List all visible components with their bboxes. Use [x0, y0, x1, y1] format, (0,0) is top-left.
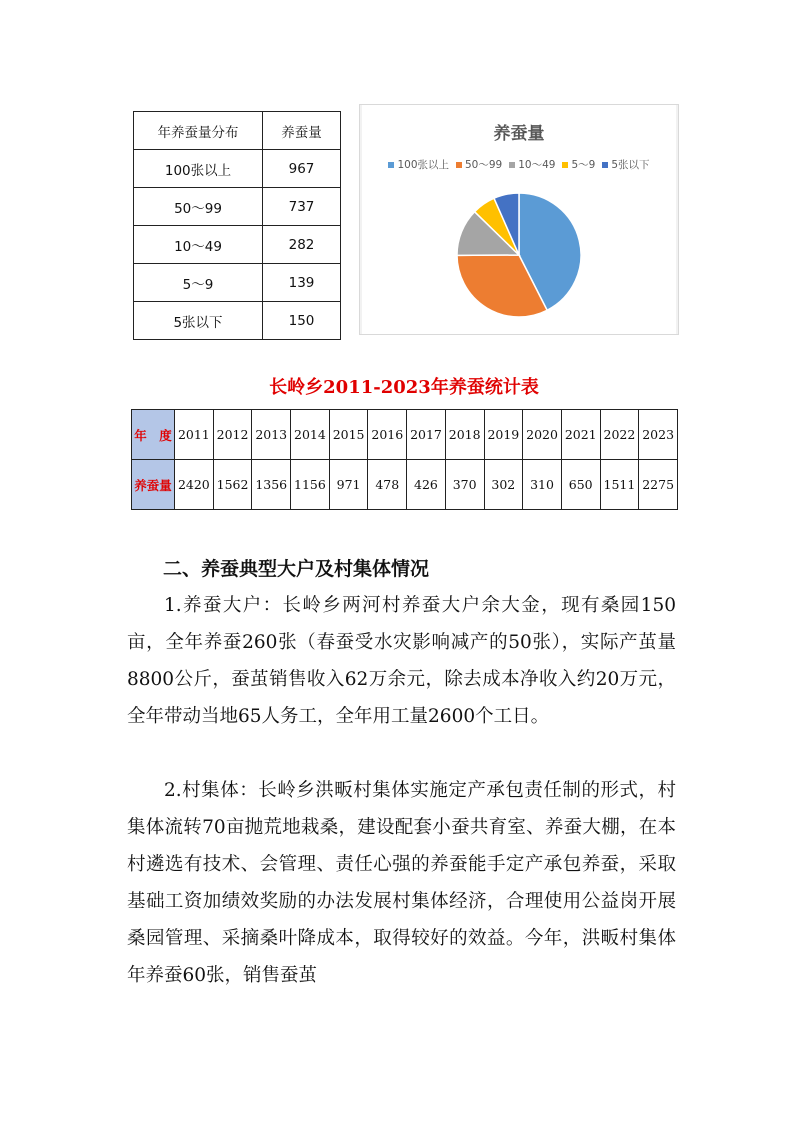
year-cell: 2018 — [445, 410, 484, 460]
legend-label: 100张以上 — [397, 159, 449, 171]
value-cell: 478 — [368, 460, 407, 510]
section-heading: 二、养蚕典型大户及村集体情况 — [163, 558, 430, 580]
pie-chart — [359, 104, 679, 335]
row-category: 5～9 — [134, 264, 263, 302]
year-cell: 2019 — [484, 410, 523, 460]
table-row — [134, 150, 341, 188]
table-row — [134, 226, 341, 264]
value-cell: 2420 — [175, 460, 214, 510]
value-cell: 310 — [523, 460, 562, 510]
year-cell: 2015 — [329, 410, 368, 460]
value-cell: 1356 — [252, 460, 291, 510]
year-label: 年 度 — [132, 410, 175, 460]
row-value: 282 — [263, 226, 341, 264]
row-value: 737 — [263, 188, 341, 226]
header-amount: 养蚕量 — [263, 112, 341, 150]
value-cell: 370 — [445, 460, 484, 510]
year-cell: 2020 — [523, 410, 562, 460]
value-cell: 971 — [329, 460, 368, 510]
value-row — [132, 460, 678, 510]
value-cell: 2275 — [639, 460, 678, 510]
year-cell: 2017 — [407, 410, 446, 460]
value-cell: 650 — [561, 460, 600, 510]
row-value: 967 — [263, 150, 341, 188]
legend-label: 50～99 — [465, 159, 503, 171]
value-cell: 1562 — [213, 460, 252, 510]
table-row — [134, 264, 341, 302]
distribution-table — [133, 111, 341, 340]
value-cell: 426 — [407, 460, 446, 510]
pie-plot — [360, 105, 678, 334]
row-category: 50～99 — [134, 188, 263, 226]
row-category: 100张以上 — [134, 150, 263, 188]
year-row — [132, 410, 678, 460]
value-cell: 1511 — [600, 460, 639, 510]
chart-title: 养蚕量 — [493, 124, 545, 144]
paragraph-large-household: 1.养蚕大户：长岭乡两河村养蚕大户余大金，现有桑园150亩，全年养蚕260张（春蚕受水灾影响减产的50张），实际产茧量8800公斤，蚕茧销售收入62万余元，除去成本净收入约20万元，全年带动当地65人务工，全年用工量2600个工日。 — [127, 595, 676, 727]
year-cell: 2016 — [368, 410, 407, 460]
legend-label: 5～9 — [571, 159, 596, 171]
table-header-row — [134, 112, 341, 150]
legend-label: 5张以下 — [611, 159, 650, 171]
year-cell: 2021 — [561, 410, 600, 460]
row-value: 150 — [263, 302, 341, 340]
value-cell: 302 — [484, 460, 523, 510]
value-label: 养蚕量 — [132, 460, 175, 510]
year-cell: 2023 — [639, 410, 678, 460]
year-cell: 2012 — [213, 410, 252, 460]
year-cell: 2014 — [291, 410, 330, 460]
paragraph-village-collective: 2.村集体：长岭乡洪畈村集体实施定产承包责任制的形式，村集体流转70亩抛荒地栽桑，建设配套小蚕共育室、养蚕大棚，在本村遴选有技术、会管理、责任心强的养蚕能手定产承包养蚕，采取基础工资加绩效奖励的办法发展村集体经济，合理使用公益岗开展桑园管理、采摘桑叶降成本，取得较好的效益。今年，洪畈村集体年养蚕60张，销售蚕茧 — [127, 780, 676, 986]
year-cell: 2011 — [175, 410, 214, 460]
table-row — [134, 188, 341, 226]
header-distribution: 年养蚕量分布 — [134, 112, 263, 150]
row-category: 10～49 — [134, 226, 263, 264]
legend-label: 10～49 — [518, 159, 556, 171]
value-cell: 1156 — [291, 460, 330, 510]
row-value: 139 — [263, 264, 341, 302]
year-table-title: 长岭乡2011-2023年养蚕统计表 — [269, 377, 539, 398]
year-cell: 2022 — [600, 410, 639, 460]
year-statistics-table — [131, 409, 678, 510]
year-cell: 2013 — [252, 410, 291, 460]
row-category: 5张以下 — [134, 302, 263, 340]
table-row — [134, 302, 341, 340]
